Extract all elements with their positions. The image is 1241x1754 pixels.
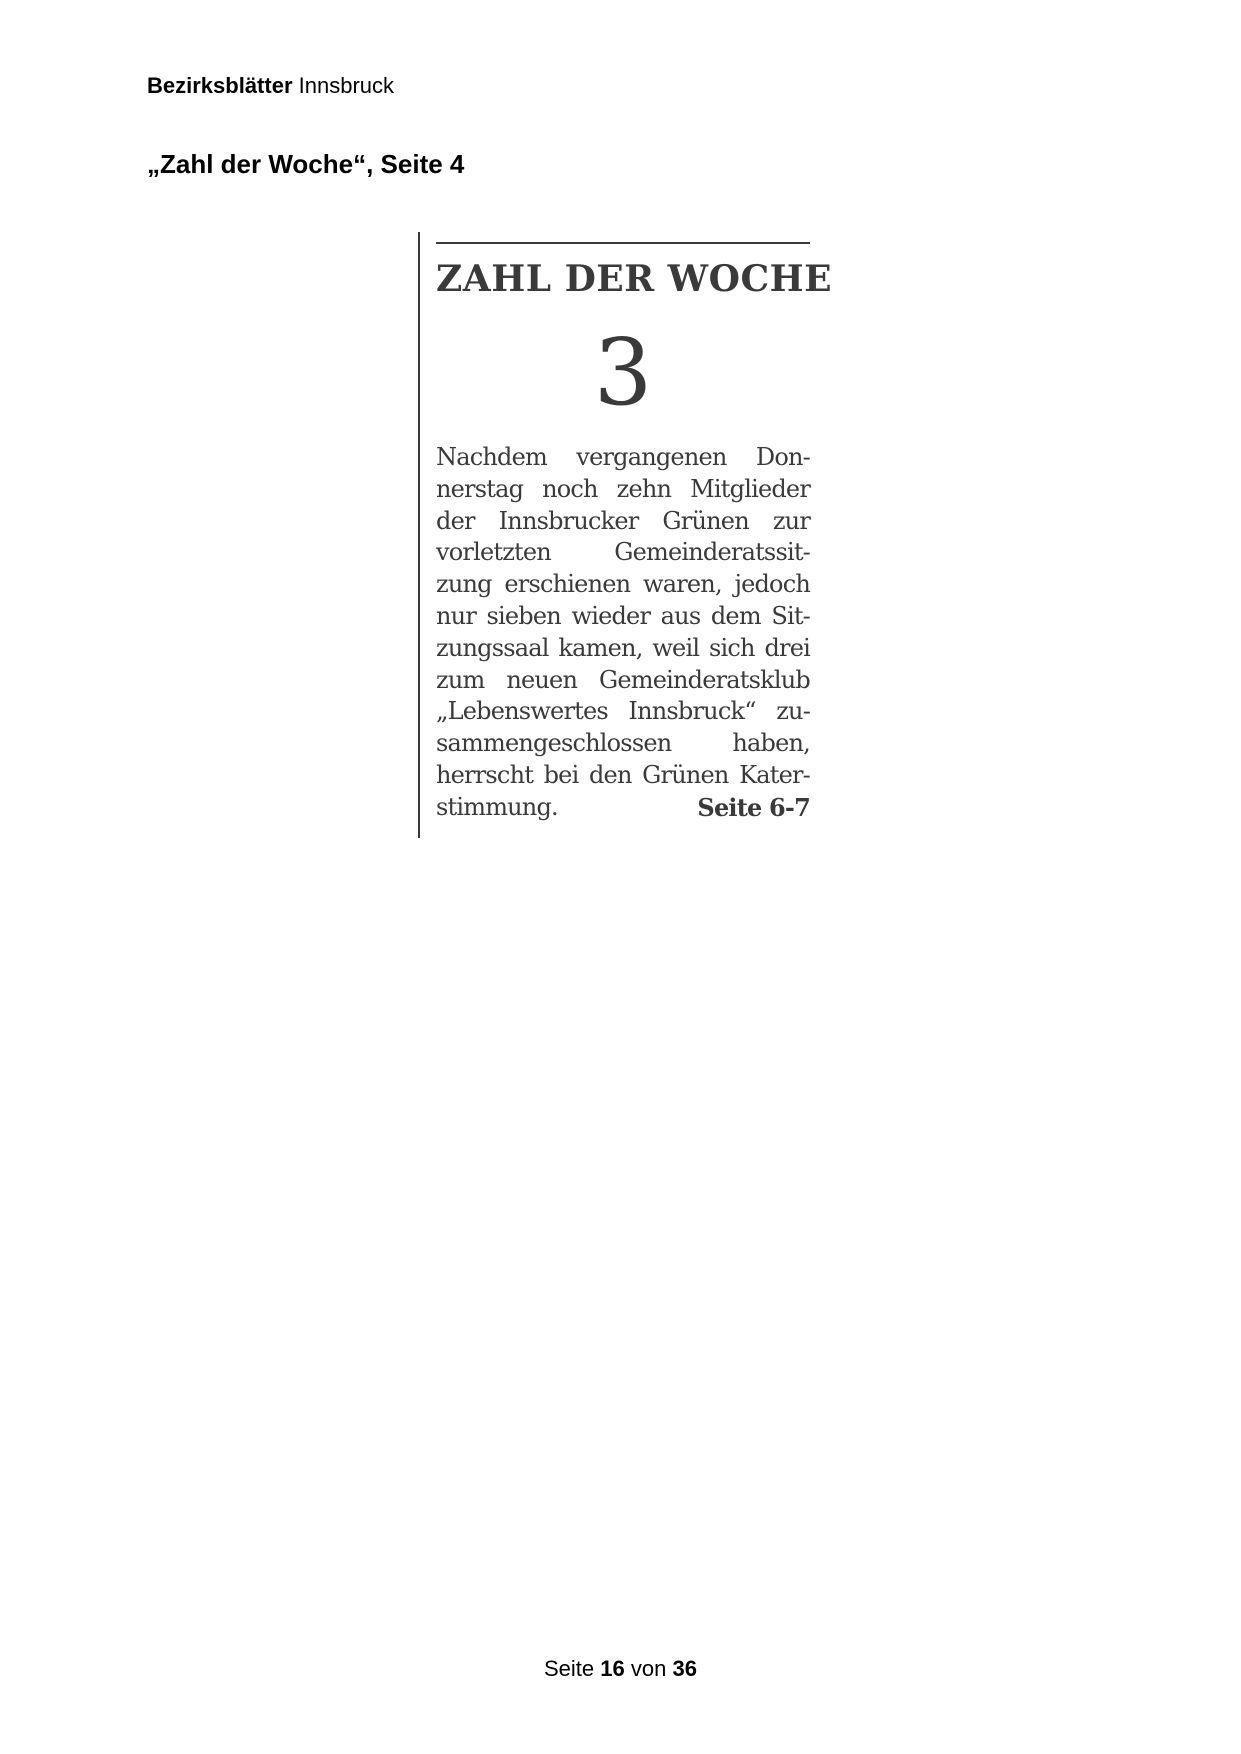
body-last-text: stimmung. [436,792,558,821]
body-line: zung erschienen waren, jedoch [436,570,810,599]
publication-name: Bezirksblätter [147,73,293,98]
body-line: Nachdem vergangenen Don- [436,443,810,471]
article-heading: „Zahl der Woche“, Seite 4 [147,149,465,179]
body-line: vorletzten Gemeinderatssit- [436,538,810,567]
newspaper-clipping [418,232,833,838]
current-page-number: 16 [600,1656,625,1681]
body-line: nerstag noch zehn Mitglieder [436,474,810,503]
body-line: zungssaal kamen, weil sich drei [436,633,810,662]
body-line: sammengeschlossen haben, [436,729,810,758]
body-line: nur sieben wieder aus dem Sit- [436,601,810,630]
clipping-body [436,442,810,824]
clipping-title: ZAHL DER WOCHE [436,258,833,300]
publication-region: Innsbruck [298,73,395,98]
page-reference: Seite 6-7 [697,792,810,822]
body-line: der Innsbrucker Grünen zur [436,506,810,535]
body-line: „Lebenswertes Innsbruck“ zu- [436,697,810,726]
body-line: zum neuen Gemeinderatsklub [436,665,810,694]
footer-label: Seite [544,1656,595,1681]
featured-number: 3 [593,319,653,426]
body-line: herrscht bei den Grünen Kater- [436,760,810,789]
footer-separator: von [630,1656,667,1681]
page-footer [0,1656,1241,1682]
total-page-count: 36 [672,1656,697,1681]
body-last-line [436,792,810,824]
source-header [147,73,394,99]
clipping-top-rule [436,242,810,244]
